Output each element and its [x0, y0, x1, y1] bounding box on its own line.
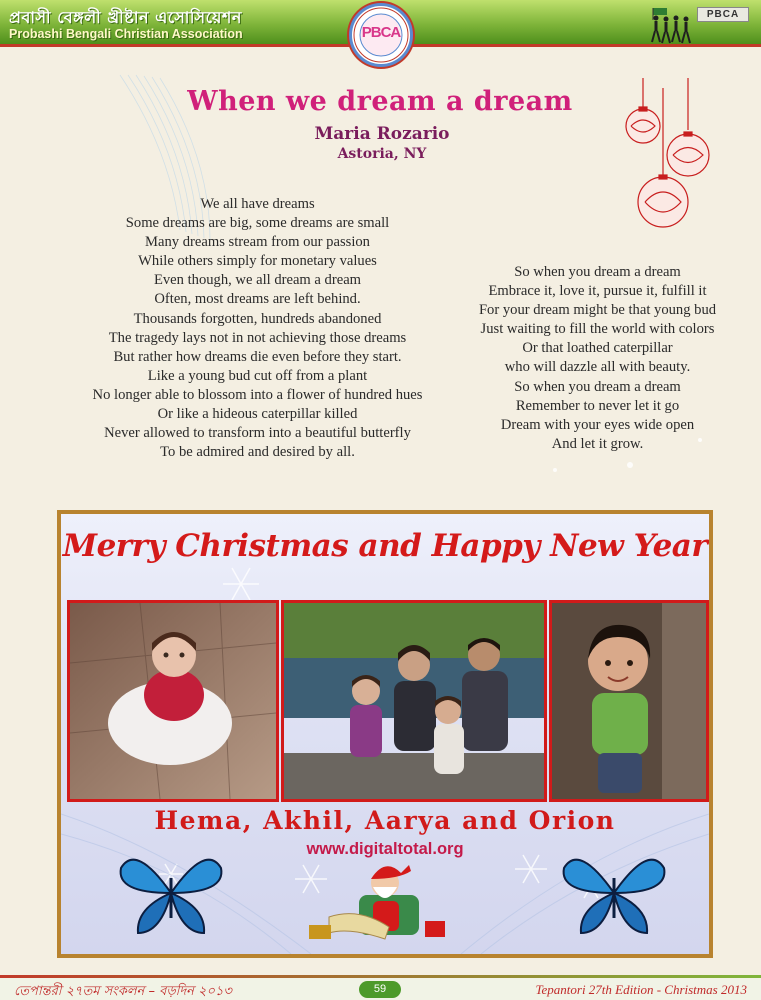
runners-silhouette-icon	[650, 6, 698, 46]
poem-author: Maria Rozario	[314, 124, 450, 144]
poem-line: So when you dream a dream	[514, 264, 681, 280]
christmas-greeting-card	[57, 510, 713, 958]
footer-edition-english: Tepantori 27th Edition - Christmas 2013	[535, 982, 747, 997]
poem-line: Just waiting to fill the world with colors	[480, 321, 715, 338]
poem-line: So when you dream a dream	[514, 378, 681, 395]
poem-line: who will dazzle all with beauty.	[504, 359, 691, 376]
family-photo-girl	[67, 600, 279, 802]
poem-line: For your dream might be that young bud	[478, 302, 717, 319]
poem-line: We all have dreams	[200, 196, 315, 212]
pbca-logo	[349, 3, 413, 67]
poem-line: Or that loathed caterpillar	[522, 340, 673, 357]
poem-line: Even though, we all dream a dream	[153, 272, 362, 289]
poem-line: Thousands forgotten, hundreds abandoned	[133, 310, 382, 327]
card-family-names: Hema, Akhil, Aarya and Orion	[154, 806, 616, 835]
logo-text: PBCA	[361, 24, 401, 41]
poem-line: No longer able to blossom into a flower of hundred hues	[92, 386, 423, 403]
poem-line: Some dreams are big, some dreams are small	[125, 215, 390, 232]
poem-line: And let it grow.	[551, 435, 644, 452]
poem-line: Remember to never let it go	[515, 397, 680, 414]
footer-edition-bengali: তেপান্তরী ২৭তম সংকলন – বড়দিন ২০১৩	[14, 984, 232, 999]
poem-line: Dream with your eyes wide open	[500, 416, 695, 433]
poem-line: Or like a hideous caterpillar killed	[157, 406, 358, 423]
org-name-english: Probashi Bengali Christian Association	[9, 27, 243, 41]
family-photo-group	[281, 600, 547, 802]
santa-claus-icon	[289, 857, 469, 947]
poem-line: Never allowed to transform into a beautiful butterfly	[104, 425, 411, 442]
pbca-badge: PBCA	[697, 7, 749, 22]
family-photo-boy	[549, 600, 709, 802]
org-name-bengali: প্রবাসী বেঙ্গলী খ্রীষ্টান এসোসিয়েশন	[9, 8, 242, 27]
butterfly-right-icon	[559, 848, 669, 938]
poem-title: When we dream a dream	[187, 86, 573, 117]
page-footer	[0, 975, 761, 1000]
poem-stanza-left	[60, 195, 455, 462]
poem-line: The tragedy lays not in not achieving those dreams	[108, 329, 407, 346]
footer-divider	[0, 975, 761, 978]
page-number: 59	[359, 981, 401, 998]
poem-line: To be admired and desired by all.	[160, 444, 355, 461]
poem-line: While others simply for monetary values	[138, 253, 377, 270]
poem-line: Embrace it, love it, pursue it, fulfill it	[488, 283, 707, 300]
card-greeting-title: Merry Christmas and Happy New Year	[62, 528, 708, 564]
poem-line: Often, most dreams are left behind.	[154, 291, 361, 308]
poem-line: But rather how dreams die even before they start.	[113, 348, 402, 365]
poem-line: Many dreams stream from our passion	[145, 234, 370, 251]
butterfly-left-icon	[116, 848, 226, 938]
card-website-link[interactable]: www.digitaltotal.org	[306, 840, 464, 858]
poem-line: Like a young bud cut off from a plant	[147, 367, 368, 384]
poem-stanza-right	[455, 263, 740, 454]
poem-location: Astoria, NY	[337, 146, 427, 162]
christmas-ornaments-decoration	[615, 78, 725, 238]
